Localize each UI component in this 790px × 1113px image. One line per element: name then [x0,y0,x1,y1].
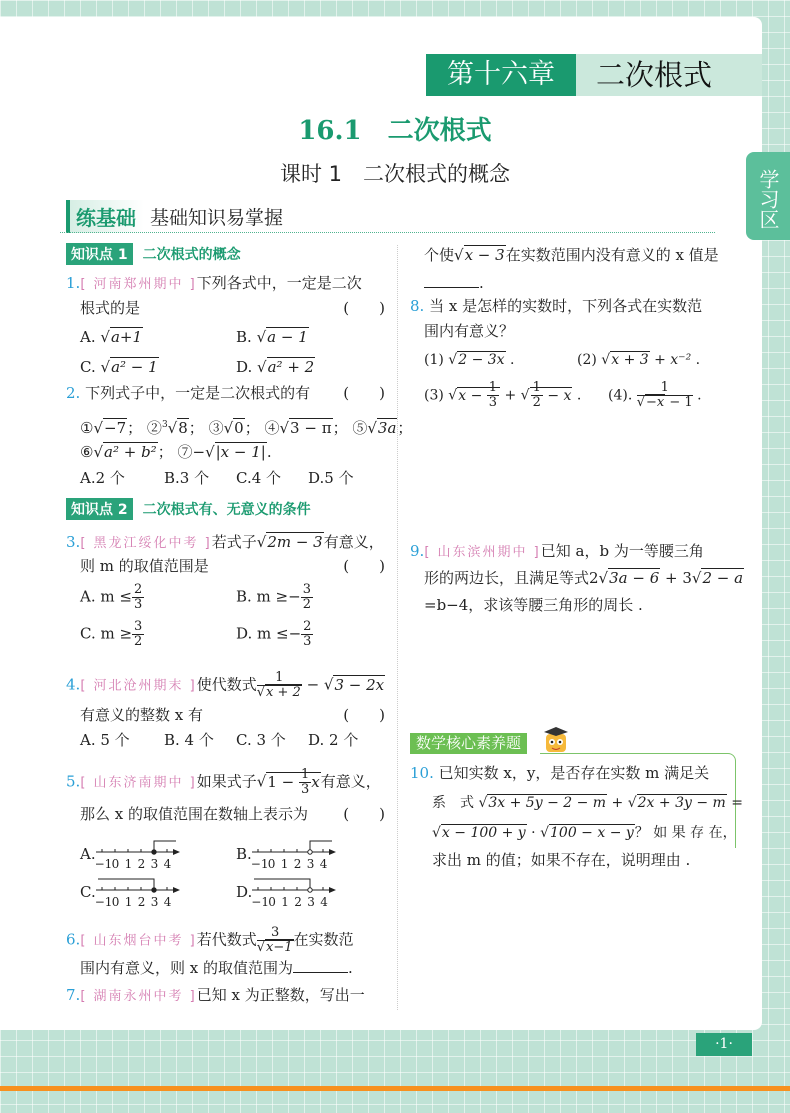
divider [60,232,715,233]
question-text: 有意义的整数 x 有 [80,706,203,724]
root-index: 3 [161,420,168,430]
question-text: 已知 a，b 为一等腰三角 [540,542,704,560]
part-label: (3) [424,387,444,404]
q1-line1 [66,273,362,295]
q2-items-line2: ⑥√a² + b²； ⑦−√|x − 1|. [80,443,272,461]
option-label: B. [236,845,252,863]
q2-line1 [66,383,385,403]
part-label: (2) [577,352,597,368]
answer-paren: ( ) [343,557,385,575]
radicand: 2 − 3x [458,352,505,368]
section-title: 16.1 二次根式 [298,116,492,146]
answer-paren: ( ) [343,299,385,317]
item-mark: ⑥ [80,443,94,461]
q6-line1: 6.[ 山东烟台中考 ]若代数式 $\frac{3}{√x-1}$ 在实数范 [66,925,354,955]
q1-option-b: B. √a − 1 [236,328,308,346]
q9-line2: 形的两边长，且满足等式2√3a − 6 + 3√2 − a [424,569,744,587]
tick-label: 4 [320,895,328,909]
q2-option-d: D.5 个 [308,469,354,487]
tick-label: −1 [94,857,113,871]
q2-items-line1: ①√−7； ②$^3$√8； ③√0； ④√3 − π； ⑤√3a； [80,419,413,437]
option-label: D. m ≤ [236,624,289,643]
q3-option-b [236,583,313,612]
q1-option-d: D. √a² + 2 [236,358,315,376]
q1-option-a: A. √a+1 [80,328,143,346]
numerator: 1 [257,671,302,686]
radicand: 2 − a [702,569,744,587]
q1-line2 [80,298,385,318]
question-text: 当 x 是怎样的实数时，下列各式在实数范 [429,297,703,315]
period: . [348,959,353,977]
q5-line1: 5.[ 山东济南期中 ]如果式子√1 − $\frac{1}{3}$ x有意义， [66,767,381,797]
q5-option-b [236,842,336,871]
denominator: 3 [303,634,312,649]
option-label: D. [236,358,253,376]
q8-line2: 围内有意义？ [424,322,515,340]
question-number: 1. [66,274,81,292]
axis-arrow [173,887,180,893]
radicand: x − 3 [464,246,505,264]
q4-line1: 4.[ 河北沧州期末 ]使代数式 $\frac{1}{√x + 2}$ − √3 − 2x [66,670,385,700]
operator: = [726,795,743,811]
operator: + [607,795,628,811]
question-source: [ 黑龙江绥化中考 ] [80,536,212,551]
item-mark: ⑤ [352,419,368,437]
tick-label: 2 [294,895,302,909]
tick-label: 3 [306,857,315,871]
q2-option-a: A.2 个 [80,469,125,487]
question-text: 若代数式 [196,930,257,949]
q3-line1: 3.[ 黑龙江绥化中考 ]若式子√2m − 3有意义， [66,533,384,551]
q10-line1 [410,763,709,783]
q10-line3: √x − 100 + y · √100 − x − y？ 如 果 存 在， [432,825,737,841]
question-number: 9. [410,542,425,560]
radicand: 0 [234,419,244,437]
q4-line2 [80,705,385,725]
option-label: A. [80,845,96,863]
period: . [510,352,515,368]
answer-paren: ( ) [343,706,385,724]
axis-arrow [329,849,336,855]
period: . [479,274,484,292]
question-text: 已知 x 为正整数，写出一 [196,986,365,1004]
option-label: D. [236,883,253,901]
answer-paren: ( ) [343,805,385,823]
question-text: 下列各式中，一定是二次 [196,274,362,292]
period: . [695,352,701,368]
q9-line1 [410,541,704,563]
question-number: 5. [66,772,81,791]
footer-stripe [0,1086,790,1091]
part-label: (4). [608,387,633,404]
radicand: 3a − 6 [609,569,660,587]
kp-tag: 知识点 1 [66,243,133,265]
radicand: − x [542,387,572,404]
kp-title: 二次根式有、无意义的条件 [142,502,311,518]
core-literacy-banner: 数学核心素养题 [410,733,527,754]
practice-tag: 练基础 [66,200,144,233]
numerator: 1 [488,380,498,395]
radicand: 8 [178,419,188,437]
radicand: 3 − π [290,419,332,437]
tick-label: 0 [267,857,276,871]
question-source: [ 山东烟台中考 ] [80,933,197,949]
q7-line1 [66,985,365,1007]
radicand: |x − 1| [215,443,266,461]
q10-line4: 求出 m 的值；如果不存在，说明理由 . [432,851,691,869]
page-number: ·1· [696,1033,752,1056]
tick-label: 1 [281,895,289,909]
question-text: 使代数式 [196,675,257,694]
question-text: 下列式子中，一定是二次根式的有 [85,384,311,402]
term: + x⁻² [649,352,692,368]
tick-label: 0 [111,857,120,871]
question-number: 10. [410,764,434,782]
numerator: 3 [257,926,294,941]
sign: − [288,587,301,606]
q1-option-c: C. √a² − 1 [80,358,158,376]
radicand: x − 100 + y [441,825,526,841]
q5-option-c [80,880,180,909]
tick-label: −1 [250,857,269,871]
chapter-number: 第十六章 [426,54,576,96]
q8-part-4: (4). $\frac{1}{√-x - 1}$ . [608,380,702,410]
range-ray [310,841,332,852]
option-label: A. m ≤ [80,587,132,606]
tick-label: 0 [111,895,120,909]
range-ray [98,879,154,890]
period: . [576,387,582,404]
q5-option-d [236,880,336,909]
radicand: a − 1 [267,328,308,346]
axis-arrow [329,887,336,893]
q7-line3 [424,273,484,293]
mascot-icon [540,725,574,755]
tick-label: −1 [251,895,269,909]
radicand: x−1 [266,940,293,955]
item-mark: ① [80,419,94,437]
practice-subtitle: 基础知识易掌握 [150,206,284,229]
radicand: 2m − 3 [267,533,323,551]
knowledge-point-1 [66,243,241,265]
q3-option-a [80,583,144,612]
q4-option-b: B. 4 个 [164,731,214,749]
question-source: [ 山东济南期中 ] [80,775,197,791]
operator: + [500,387,521,404]
tick-label: 3 [150,895,159,909]
q4-option-a: A. 5 个 [80,731,130,749]
radicand: −7 [104,419,127,437]
numerator: 2 [303,619,312,634]
question-text: 系 式 [432,795,479,811]
item-mark: ⑦− [177,443,206,461]
q5-option-a [80,842,180,871]
q7-line2: 个使√x − 3在实数范围内没有意义的 x 值是 [424,246,719,264]
question-text: 那么 x 的取值范围在数轴上表示为 [80,805,308,823]
lesson-title: 课时 1 二次根式的概念 [279,162,511,186]
q6-line2 [80,958,353,978]
q3-line2 [80,556,385,576]
operator: + 3 [660,569,692,587]
tick-label: 1 [124,857,133,871]
range-ray [254,879,310,890]
question-number: 3. [66,533,81,551]
radicand: x [311,772,320,791]
answer-blank[interactable] [424,287,479,288]
radicand: 3a [377,419,397,437]
question-text: 形的两边长，且满足等式2 [424,569,599,587]
kp-title: 二次根式的概念 [142,247,241,263]
item-mark: ② [146,419,162,437]
question-text: 在实数范 [293,930,354,949]
option-label: C. m ≥ [80,624,133,643]
tick-label: 4 [163,895,172,909]
question-text: 有意义， [323,533,384,551]
denominator: 2 [532,395,541,410]
numerator: 2 [133,582,143,597]
q3-option-d [236,620,313,649]
denominator-term: − 1 [665,395,693,410]
numerator: 1 [637,381,693,396]
tick-label: 2 [293,857,302,871]
denominator: 3 [488,395,498,410]
q2-option-c: C.4 个 [236,469,282,487]
q8-part-2: (2) √x + 3 + x⁻² . [577,352,701,368]
tick-label: 3 [307,895,315,909]
knowledge-point-2 [66,498,311,520]
kp-tag: 知识点 2 [66,498,133,520]
sign: − [288,624,302,643]
question-number: 6. [66,930,81,949]
period: . [697,387,702,404]
radicand: x + 2 [266,685,301,700]
tick-label: 0 [268,895,276,909]
axis-arrow [173,849,180,855]
numerator: 1 [532,380,541,395]
question-source: [ 山东滨州期中 ] [424,545,541,560]
question-number: 4. [66,675,81,694]
numerator: 3 [302,582,311,597]
numerator: 3 [134,619,143,634]
question-text: 若式子 [211,533,257,551]
radicand: a+1 [110,328,143,346]
option-label: B. m ≥ [236,587,289,606]
radicand: x + 3 [611,352,649,368]
q5-line2 [80,804,385,824]
item-mark: ④ [264,419,280,437]
radicand: 3 − 2x [334,675,385,694]
radicand: −x [646,395,665,410]
denominator: 3 [133,597,143,612]
q3-option-c [80,620,144,649]
q9-line3: =b−4，求该等腰三角形的周长 . [424,596,643,614]
tick-label: 3 [150,857,159,871]
q8-part-1: (1) √2 − 3x . [424,352,515,368]
q4-option-d: D. 2 个 [308,731,359,749]
numerator: 1 [300,767,310,782]
tick-label: 2 [137,857,146,871]
question-text: 如果式子 [196,772,257,791]
tick-label: −1 [94,895,113,909]
answer-paren: ( ) [343,384,385,402]
question-text: 个使 [424,246,455,264]
item-mark: ③ [208,419,224,437]
option-label: A. [80,328,96,346]
question-text: 有意义， [320,772,381,791]
q8-part-3: (3) √x − $\frac{1}{3}$ + √ $\frac{1}{2}$ − x . [424,380,582,410]
operator: − [301,675,324,694]
question-source: [ 河南郑州期中 ] [80,277,197,292]
tick-label: 4 [163,857,172,871]
part-label: (1) [424,352,444,368]
radicand: 100 − x − y [550,825,634,841]
radicand: a² + b² [104,443,157,461]
radicand: x − [458,387,487,404]
question-number: 2. [66,384,81,402]
side-tab-study-area[interactable]: 学习区 [746,152,790,240]
radicand: a² + 2 [267,358,315,376]
question-text: 在实数范围内没有意义的 x 值是 [505,246,719,264]
option-label: C. [80,358,96,376]
chapter-title: 二次根式 [576,54,762,96]
question-text: 围内有意义，则 x 的取值范围为 [80,959,293,977]
question-text: 已知实数 x，y，是否存在实数 m 满足关 [438,764,710,782]
practice-header [66,200,283,232]
question-text: ？ 如 果 存 在， [634,825,737,841]
denominator: 2 [302,597,311,612]
question-text: 则 m 的取值范围是 [80,557,209,575]
q2-option-b: B.3 个 [164,469,210,487]
question-number: 8. [410,297,425,315]
q8-line1 [410,296,702,316]
tick-label: 4 [319,857,328,871]
radicand: a² − 1 [111,358,158,376]
question-source: [ 湖南永州中考 ] [80,989,197,1004]
radicand: 1 − [267,772,299,791]
answer-blank[interactable] [293,972,348,973]
denominator: 2 [134,634,143,649]
operator: · [526,825,541,841]
range-ray [154,841,176,852]
radicand: 2x + 3y − m [637,795,726,811]
q10-line2: 系 式 √3x + 5y − 2 − m + √2x + 3y − m = [432,795,743,811]
tick-label: 1 [124,895,133,909]
question-source: [ 河北沧州期末 ] [80,678,197,694]
column-divider [397,245,398,1010]
question-text: 根式的是 [80,299,141,317]
option-label: C. [80,883,96,901]
question-number: 7. [66,986,81,1004]
option-label: B. [236,328,252,346]
tick-label: 1 [280,857,289,871]
radicand: 3x + 5y − 2 − m [488,795,607,811]
q4-option-c: C. 3 个 [236,731,286,749]
tick-label: 2 [137,895,146,909]
denominator: 3 [300,782,310,797]
